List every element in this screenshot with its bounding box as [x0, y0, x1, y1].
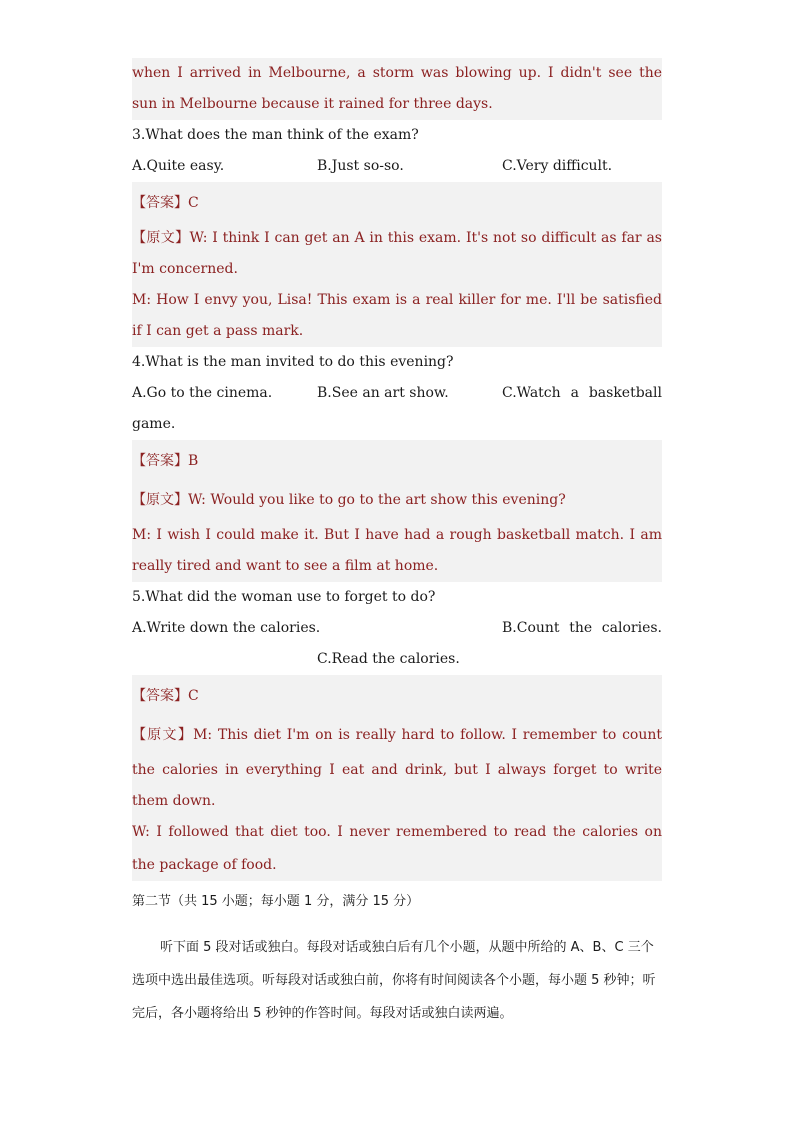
transcript-line: the package of food.: [132, 857, 277, 873]
transcript-line: 【原文】W: Would you like to go to the art show this evening?: [132, 492, 566, 508]
transcript-line: sun in Melbourne because it rained for three days.: [132, 96, 493, 112]
option-c: C.Watch a basketball: [502, 385, 662, 401]
transcript-line: M: How I envy you, Lisa! This exam is a real killer for me. I'll be satisfied: [132, 292, 662, 308]
transcript-block: [132, 58, 662, 120]
answer-label: 【答案】B: [132, 453, 199, 469]
question-4: 4.What is the man invited to do this evening?: [132, 354, 454, 370]
answer-block-5: [132, 675, 662, 881]
answer-block-4: [132, 440, 662, 582]
option-c: C.Very difficult.: [502, 158, 613, 174]
option-b: B.See an art show.: [317, 385, 449, 401]
question-3: 3.What does the man think of the exam?: [132, 127, 419, 143]
option-a: A.Write down the calories.: [132, 620, 321, 636]
document-page: [132, 58, 662, 1030]
option-c-continued: game.: [132, 416, 176, 432]
transcript-line: them down.: [132, 793, 216, 809]
transcript-line: I'm concerned.: [132, 261, 238, 277]
transcript-line: W: I followed that diet too. I never remembered to read the calories on: [132, 824, 662, 840]
transcript-line: really tired and want to see a film at home.: [132, 558, 439, 574]
option-a: A.Go to the cinema.: [132, 385, 273, 401]
option-b: B.Just so-so.: [317, 158, 404, 174]
transcript-line: M: I wish I could make it. But I have had a rough basketball match. I am: [132, 527, 662, 543]
section-heading: 第二节（共 15 小题；每小题 1 分，满分 15 分）: [132, 894, 420, 909]
answer-block-3: [132, 182, 662, 347]
question-3-options: [132, 151, 662, 182]
answer-label: 【答案】C: [132, 688, 199, 704]
option-a: A.Quite easy.: [132, 158, 225, 174]
option-b: B.Count the calories.: [502, 620, 662, 636]
answer-label: 【答案】C: [132, 195, 199, 211]
question-5: 5.What did the woman use to forget to do?: [132, 589, 436, 605]
transcript-line: 【原文】M: This diet I'm on is really hard to follow. I remember to count: [132, 727, 662, 743]
transcript-line: when I arrived in Melbourne, a storm was blowing up. I didn't see the: [132, 65, 662, 81]
section-instructions: 听下面 5 段对话或独白。每段对话或独白后有几个小题，从题中所给的 A、B、C 三个选项中选出最佳选项。听每段对话或独白前，你将有时间阅读各个小题，每小题 5 秒钟；听完后，各小题将给出 5 秒钟的作答时间。每段对话或独白读两遍。: [132, 940, 656, 1021]
question-5-options: [132, 613, 662, 644]
question-4-options: [132, 378, 662, 409]
option-c: C.Read the calories.: [317, 651, 460, 667]
transcript-line: if I can get a pass mark.: [132, 323, 304, 339]
transcript-line: 【原文】W: I think I can get an A in this exam. It's not so difficult as far as: [132, 230, 662, 246]
transcript-line: the calories in everything I eat and drink, but I always forget to write: [132, 762, 662, 778]
